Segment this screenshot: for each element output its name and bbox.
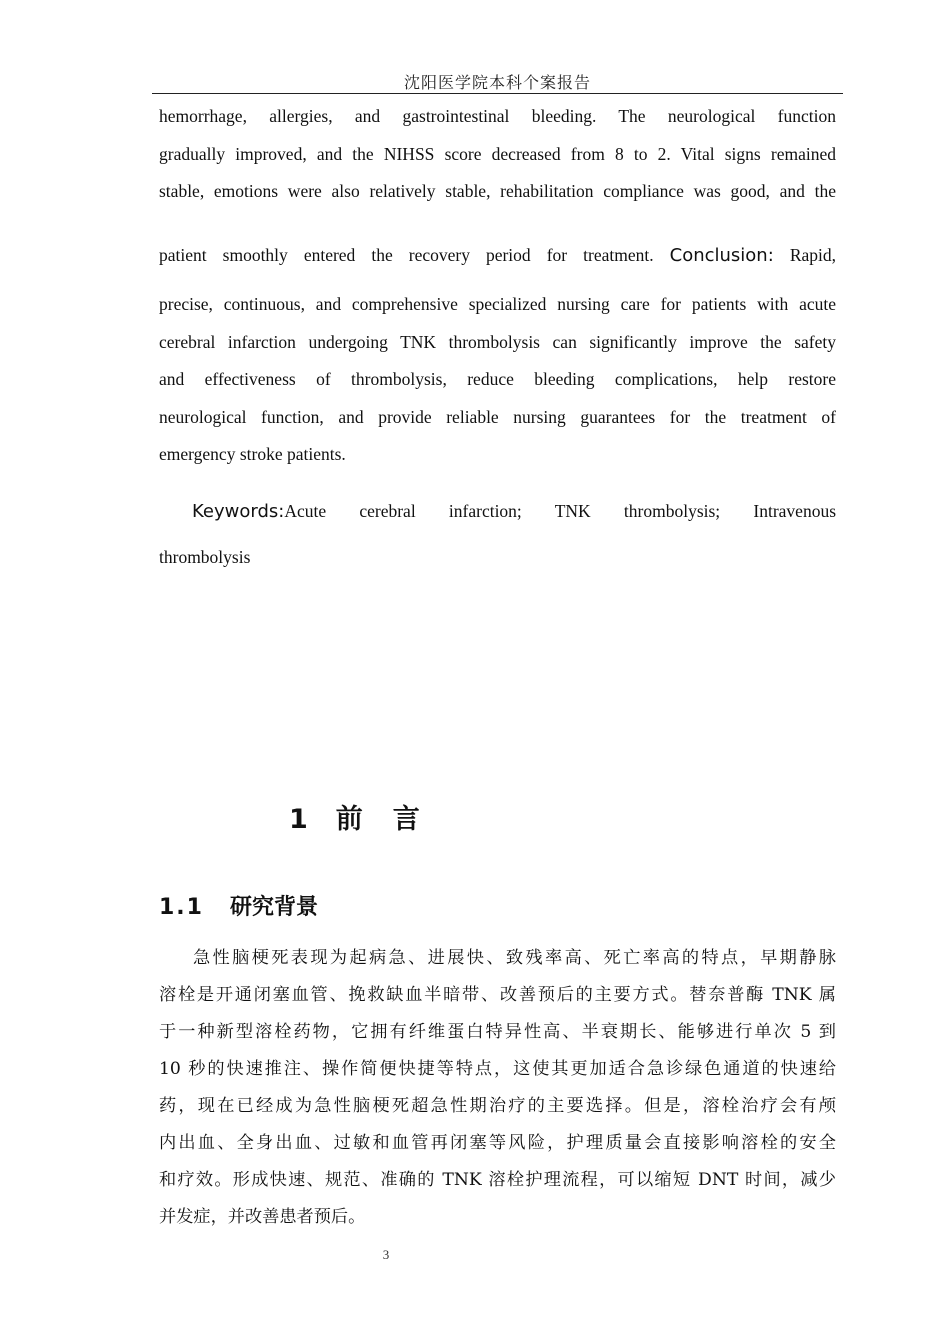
abstract-line-tail: Rapid, [789,244,837,265]
abstract-line: stable, emotions were also relatively stable, rehabilitation compliance was good, and the [159,181,836,201]
keywords-text: Acute cerebral infarction; TNK thrombolysis; Intravenous [284,501,836,521]
chapter-heading [289,797,420,836]
paragraph-line: 溶栓是开通闭塞血管、挽救缺血半暗带、改善预后的主要方式。替奈普酶 TNK 属 [159,985,836,1005]
abstract-line: neurological function, and provide reliable nursing guarantees for the treatment of [159,406,836,427]
section-number: 1.1 [159,895,204,920]
header-rule [152,93,843,94]
body-paragraph [159,940,836,1236]
section-title: 研究背景 [229,895,318,920]
chapter-title-char: 言 [392,804,420,835]
keywords-line [159,492,836,530]
abstract-line: and effectiveness of thrombolysis, reduce bleeding complications, help restore [159,369,836,389]
abstract-line: hemorrhage, allergies, and gastrointestinal bleeding. The neurological function [159,106,836,126]
conclusion-label: Conclusion: [669,244,774,266]
paragraph-line: 和疗效。形成快速、规范、准确的 TNK 溶栓护理流程，可以缩短 DNT 时间，减少 [159,1170,836,1190]
keywords-block [159,492,836,570]
abstract-continuation [159,106,836,482]
paragraph-line: 10 秒的快速推注、操作简便快捷等特点，这使其更加适合急诊绿色通道的快速给 [159,1059,836,1079]
section-heading [159,890,318,921]
chapter-title-char: 前 [335,804,363,835]
abstract-line: precise, continuous, and comprehensive specialized nursing care for patients with acute [159,294,836,314]
paragraph-line: 内出血、全身出血、过敏和血管再闭塞等风险，护理质量会直接影响溶栓的安全 [159,1133,836,1153]
chapter-number: 1 [289,804,308,835]
abstract-conclusion-line [159,245,836,283]
paragraph-line: 于一种新型溶栓药物，它拥有纤维蛋白特异性高、半衰期长、能够进行单次 5 到 [159,1022,836,1042]
keywords-label: Keywords: [192,501,285,522]
paragraph-line: 并发症，并改善患者预后。 [159,1207,366,1227]
running-header: 沈阳医学院本科个案报告 [403,73,591,92]
abstract-line: cerebral infarction undergoing TNK thrombolysis can significantly improve the safety [159,331,836,352]
page-number: 3 [382,1247,390,1262]
abstract-line: emergency stroke patients. [159,444,346,464]
paragraph-line: 药，现在已经成为急性脑梗死超急性期治疗的主要选择。但是，溶栓治疗会有颅 [159,1096,836,1116]
abstract-line: gradually improved, and the NIHSS score decreased from 8 to 2. Vital signs remained [159,143,836,164]
abstract-line-text: patient smoothly entered the recovery period for treatment. [159,244,654,265]
paragraph-line: 急性脑梗死表现为起病急、进展快、致残率高、死亡率高的特点，早期静脉 [193,948,836,968]
keywords-line-continued: thrombolysis [159,547,251,567]
